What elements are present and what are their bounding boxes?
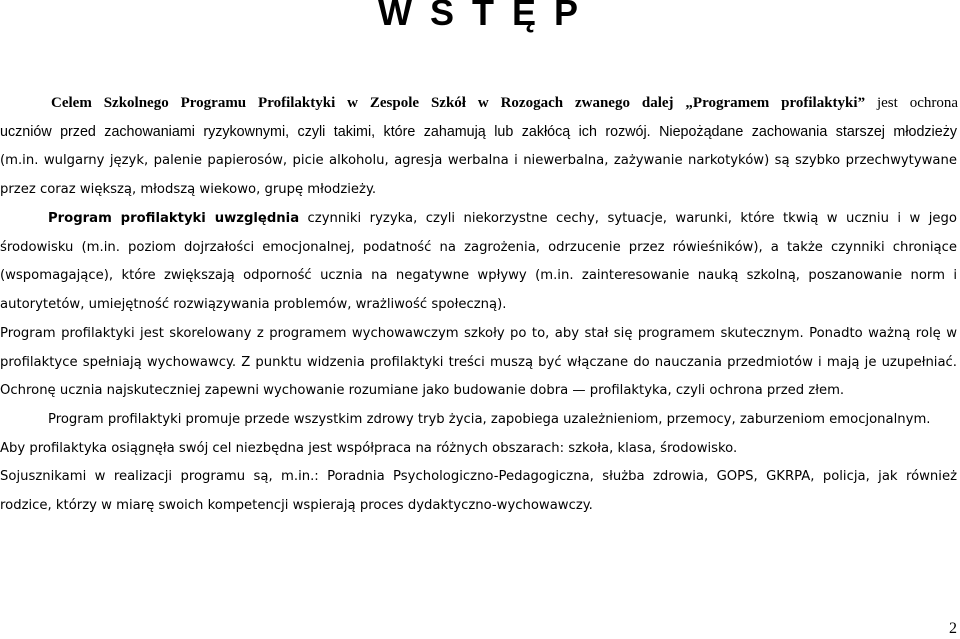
paragraph-line	[0, 410, 960, 430]
paragraph-line	[0, 122, 957, 142]
line-text: Program profilaktyki promuje przede wszystkim zdrowy tryb życia, zapobiega uzależnieniom, przemocy, zaburzeniom emocjonalnym.	[48, 412, 931, 427]
line-text: Sojusznikami w realizacji programu są, m.in.: Poradnia Psychologiczno-Pedagogiczna, służba zdrowia, GOPS, GKRPA, policja, jak również	[0, 469, 957, 484]
paragraph-line	[0, 353, 957, 373]
paragraph-line	[0, 151, 957, 171]
paragraph-line	[0, 324, 957, 344]
page-number: 2	[949, 620, 957, 637]
line-text: przez coraz większą, młodszą wiekowo, grupę młodzieży.	[0, 182, 377, 197]
paragraph-line	[0, 209, 957, 229]
paragraph-line	[0, 93, 958, 113]
line-text: Program profilaktyki jest skorelowany z programem wychowawczym szkoły po to, aby stał się programem skutecznym. Ponadto ważną rolę w	[0, 326, 957, 341]
paragraph-line	[0, 238, 957, 258]
line-text: jest ochrona	[865, 95, 959, 111]
bold-phrase: Program profilaktyki uwzględnia	[48, 211, 300, 226]
line-text: autorytetów, umiejętność rozwiązywania problemów, wrażliwość społeczną).	[0, 297, 507, 312]
line-text: Ochronę ucznia najskuteczniej zapewni wychowanie rozumiane jako budowanie dobra — profilaktyka, czyli ochrona przed złem.	[0, 383, 845, 398]
paragraph-line	[0, 180, 960, 200]
paragraph-line	[0, 266, 957, 286]
line-text: czynniki ryzyka, czyli niekorzystne cechy, sytuacje, warunki, które tkwią w uczniu i w jego	[299, 211, 957, 226]
document-title: W S T Ę P	[377, 0, 582, 33]
line-text: uczniów przed zachowaniami ryzykownymi, czyli takimi, które zahamują lub zakłócą ich rozwój. Niepożądane zachowania starszej młodzieży	[0, 124, 957, 140]
line-text: (wspomagające), które zwiększają odporność ucznia na negatywne wpływy (m.in. zainteresowanie nauką szkolną, poszanowanie norm i	[0, 268, 957, 283]
paragraph-line	[0, 439, 960, 459]
line-text: (m.in. wulgarny język, palenie papierosów, picie alkoholu, agresja werbalna i niewerbalna, zażywanie narkotyków) są szybko przechwytywane	[0, 153, 957, 168]
line-text: środowisku (m.in. poziom dojrzałości emocjonalnej, podatność na zagrożenia, odrzucenie przez rówieśników), a także czynniki chroniące	[0, 240, 957, 255]
line-text: profilaktyce spełniają wychowawcy. Z punktu widzenia profilaktyki treści muszą być włączane do nauczania przedmiotów i mają je uzupełniać.	[0, 355, 957, 370]
paragraph-line	[0, 467, 957, 487]
paragraph-line	[0, 496, 960, 516]
line-text: rodzice, którzy w miarę swoich kompetencji wspierają proces dydaktyczno-wychowawczy.	[0, 498, 593, 513]
paragraph-line	[0, 295, 960, 315]
paragraph-line	[0, 381, 960, 401]
bold-phrase: Celem Szkolnego Programu Profilaktyki w Zespole Szkół w Rozogach zwanego dalej „Programem profilaktyki”	[51, 95, 866, 111]
line-text: Aby profilaktyka osiągnęła swój cel niezbędna jest współpraca na różnych obszarach: szkoła, klasa, środowisko.	[0, 441, 738, 456]
